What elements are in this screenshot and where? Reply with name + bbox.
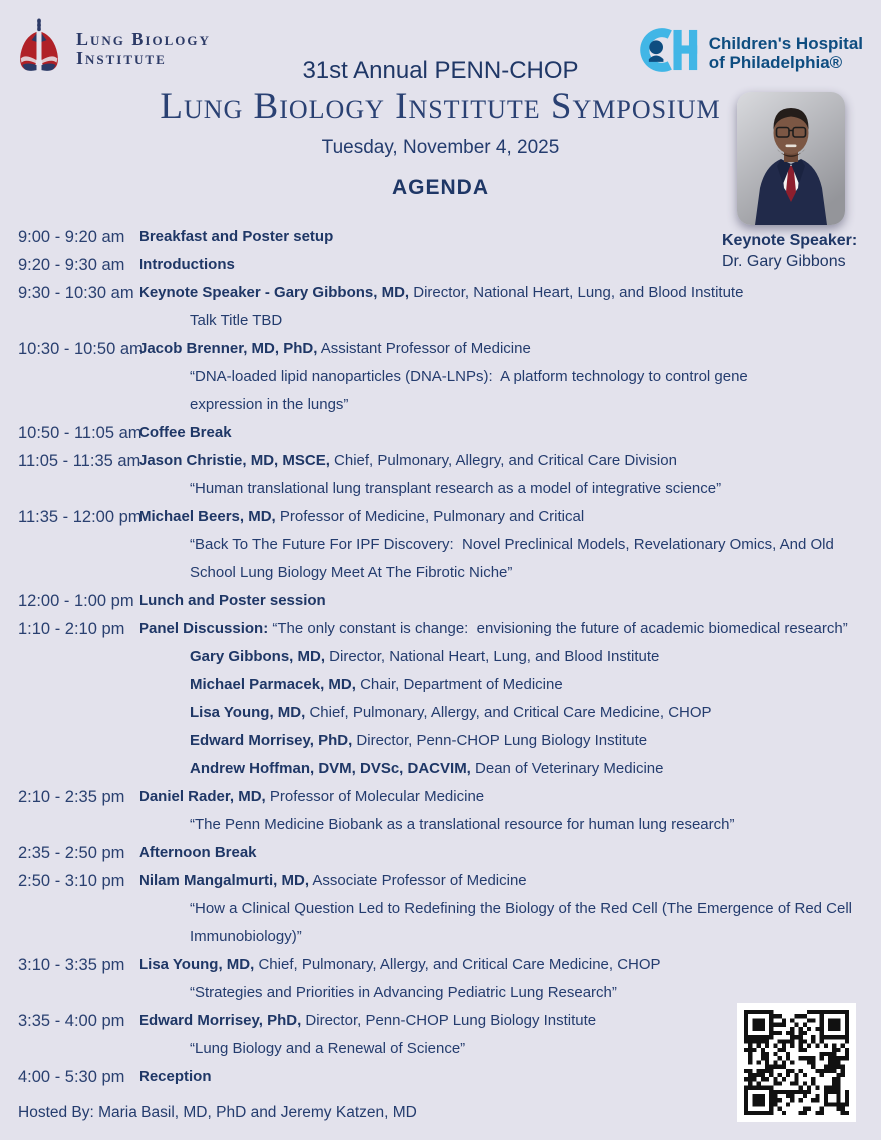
agenda-subline: Talk Title TBD: [190, 312, 283, 329]
agenda-time: 1:10 - 2:10 pm: [18, 620, 125, 638]
agenda-subline: Lisa Young, MD, Chief, Pulmonary, Allergy, and Critical Care Medicine, CHOP: [190, 704, 712, 721]
agenda-subline: “Strategies and Priorities in Advancing Pediatric Lung Research”: [190, 984, 617, 1001]
chop-logo-line2: of Philadelphia®: [708, 52, 843, 72]
keynote-speaker-name: Dr. Gary Gibbons: [722, 253, 846, 270]
agenda-row: [0, 587, 881, 615]
agenda-time: 11:35 - 12:00 pm: [18, 508, 142, 526]
keynote-speaker-photo: [737, 92, 845, 225]
agenda-session: Keynote Speaker - Gary Gibbons, MD, Director, National Heart, Lung, and Blood Institute: [139, 284, 744, 301]
agenda-subline: “DNA-loaded lipid nanoparticles (DNA-LNPs): A platform technology to control gene: [190, 368, 748, 385]
agenda-session: Introductions: [139, 256, 235, 273]
agenda-session: Nilam Mangalmurti, MD, Associate Professor of Medicine: [139, 872, 527, 889]
agenda-time: 11:05 - 11:35 am: [18, 452, 141, 470]
agenda-session: Coffee Break: [139, 424, 232, 441]
agenda-time: 9:30 - 10:30 am: [18, 284, 134, 302]
agenda-subline: “The Penn Medicine Biobank as a translational resource for human lung research”: [190, 816, 735, 833]
agenda-row: [0, 783, 881, 839]
agenda-row: [0, 839, 881, 867]
agenda-subline: “Lung Biology and a Renewal of Science”: [190, 1040, 466, 1057]
agenda-time: 2:10 - 2:35 pm: [18, 788, 125, 806]
hosted-by: Hosted By: Maria Basil, MD, PhD and Jeremy Katzen, MD: [18, 1104, 417, 1121]
agenda-row: [0, 867, 881, 951]
agenda-time: 3:35 - 4:00 pm: [18, 1012, 125, 1030]
agenda-session: Afternoon Break: [139, 844, 257, 861]
agenda-row: [0, 951, 881, 1007]
agenda-subline: “Human translational lung transplant research as a model of integrative science”: [190, 480, 722, 497]
agenda-row: [0, 223, 881, 251]
agenda-row: [0, 447, 881, 503]
agenda-list: [0, 223, 881, 1091]
agenda-row: [0, 279, 881, 335]
agenda-session: Lisa Young, MD, Chief, Pulmonary, Allergy, and Critical Care Medicine, CHOP: [139, 956, 661, 973]
lbi-logo-line2: Institute: [76, 47, 167, 68]
agenda-time: 9:00 - 9:20 am: [18, 228, 125, 246]
agenda-session: Breakfast and Poster setup: [139, 228, 334, 245]
agenda-subline: “Back To The Future For IPF Discovery: Novel Preclinical Models, Revelationary Omics, And Old: [190, 536, 834, 553]
agenda-subline: School Lung Biology Meet At The Fibrotic Niche”: [190, 564, 513, 581]
agenda-time: 2:50 - 3:10 pm: [18, 872, 125, 890]
agenda-session: Michael Beers, MD, Professor of Medicine, Pulmonary and Critical: [139, 508, 585, 525]
page-title: Lung Biology Institute Symposium: [160, 86, 721, 127]
agenda-time: 4:00 - 5:30 pm: [18, 1068, 125, 1086]
event-date: Tuesday, November 4, 2025: [321, 137, 560, 158]
agenda-time: 10:30 - 10:50 am: [18, 340, 143, 358]
agenda-row: [0, 335, 881, 419]
agenda-session: Reception: [139, 1068, 212, 1085]
lbi-logo-line1: Lung Biology: [76, 28, 211, 49]
agenda-session: Edward Morrisey, PhD, Director, Penn-CHOP Lung Biology Institute: [139, 1012, 597, 1029]
agenda-row: [0, 419, 881, 447]
event-edition: 31st Annual PENN-CHOP: [302, 57, 579, 84]
agenda-session: Jason Christie, MD, MSCE, Chief, Pulmonary, Allegry, and Critical Care Division: [139, 452, 677, 469]
agenda-subline: Immunobiology)”: [190, 928, 302, 945]
agenda-time: 9:20 - 9:30 am: [18, 256, 125, 274]
qr-code: [737, 1003, 856, 1122]
agenda-session: Panel Discussion: “The only constant is change: envisioning the future of academic biomedical research”: [139, 620, 848, 637]
agenda-row: [0, 503, 881, 587]
agenda-row: [0, 615, 881, 783]
chop-logo-line1: Children's Hospital: [708, 33, 863, 53]
agenda-time: 10:50 - 11:05 am: [18, 424, 142, 442]
agenda-subline: Andrew Hoffman, DVM, DVSc, DACVIM, Dean of Veterinary Medicine: [190, 760, 664, 777]
keynote-speaker-label: Keynote Speaker:: [722, 232, 858, 249]
agenda-time: 3:10 - 3:35 pm: [18, 956, 125, 974]
agenda-session: Lunch and Poster session: [139, 592, 326, 609]
agenda-subline: expression in the lungs”: [190, 396, 349, 413]
agenda-session: Jacob Brenner, MD, PhD, Assistant Professor of Medicine: [139, 340, 531, 357]
agenda-subline: “How a Clinical Question Led to Redefining the Biology of the Red Cell (The Emergence of Red Cell: [190, 900, 853, 917]
agenda-row: [0, 251, 881, 279]
agenda-session: Daniel Rader, MD, Professor of Molecular Medicine: [139, 788, 485, 805]
agenda-time: 2:35 - 2:50 pm: [18, 844, 125, 862]
agenda-subline: Edward Morrisey, PhD, Director, Penn-CHOP Lung Biology Institute: [190, 732, 648, 749]
agenda-subline: Michael Parmacek, MD, Chair, Department of Medicine: [190, 676, 563, 693]
agenda-subline: Gary Gibbons, MD, Director, National Heart, Lung, and Blood Institute: [190, 648, 660, 665]
agenda-heading: AGENDA: [391, 176, 489, 199]
agenda-time: 12:00 - 1:00 pm: [18, 592, 134, 610]
